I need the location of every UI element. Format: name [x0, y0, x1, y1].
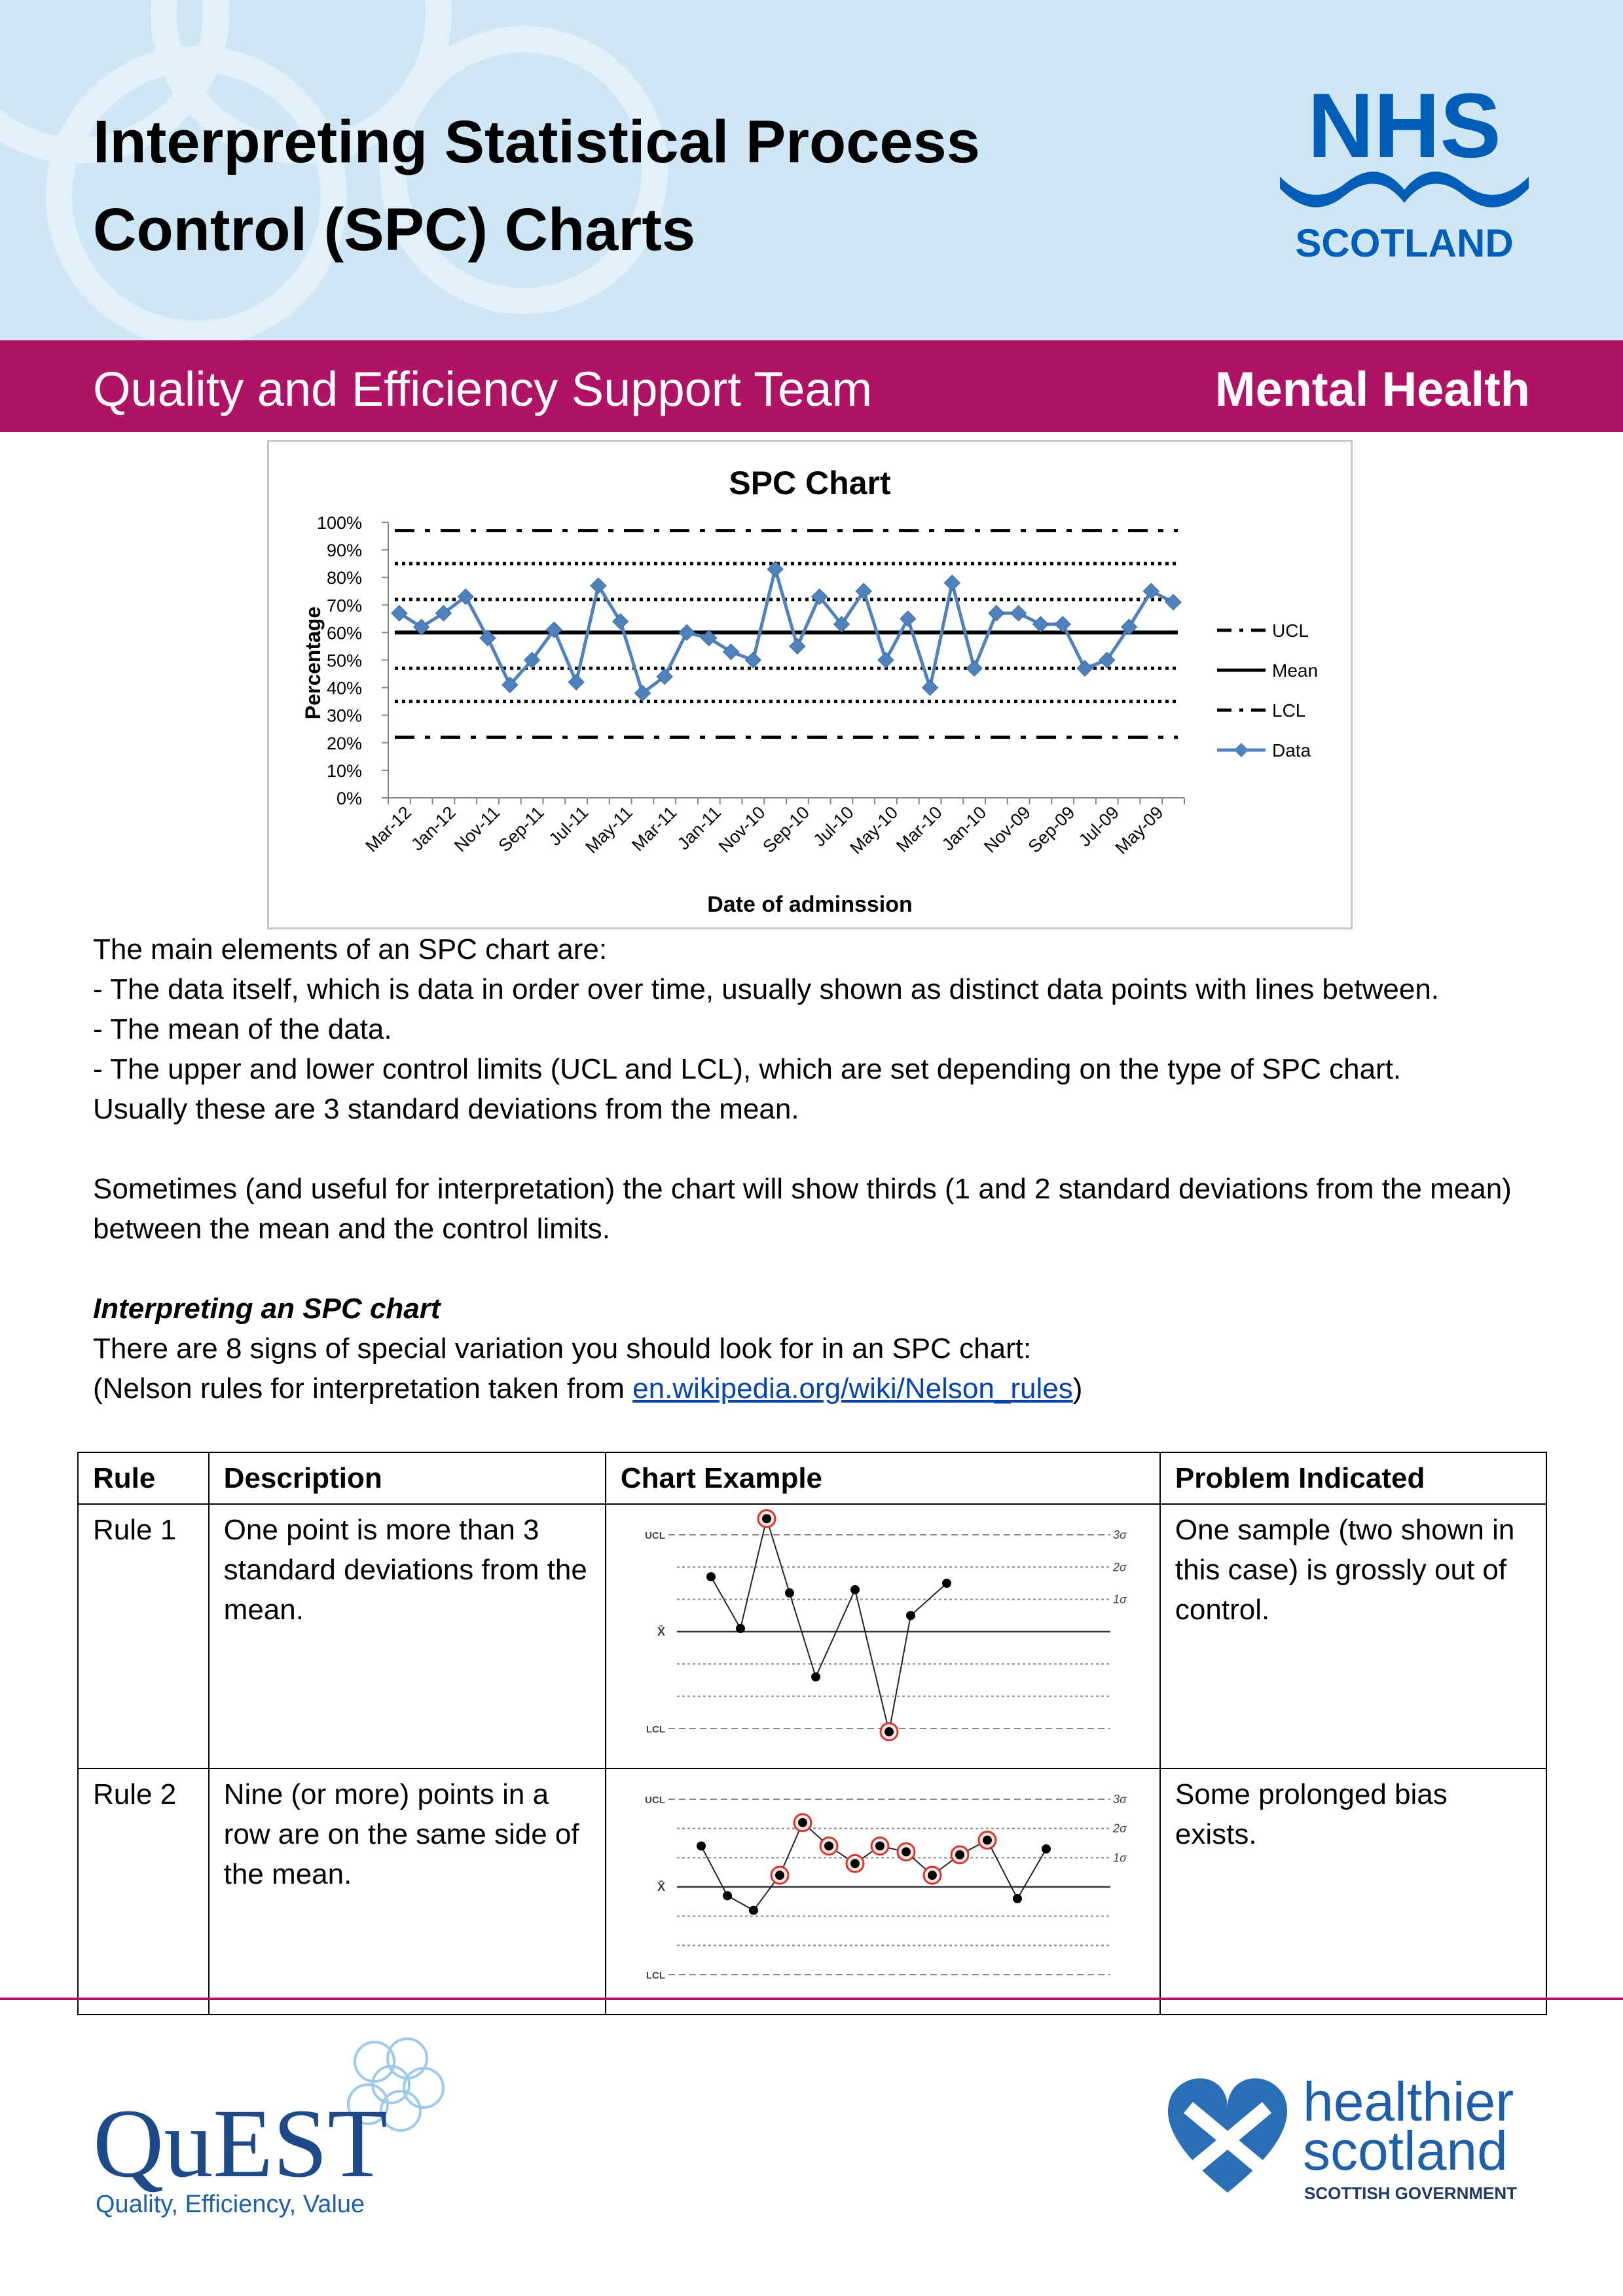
x-tick-label: Jan-11 [673, 802, 725, 854]
scottish-government-text: SCOTTISH GOVERNMENT [1304, 2183, 1518, 2203]
legend-marker [1234, 743, 1249, 757]
example-point [811, 1672, 820, 1681]
x-tick-label: Jul-10 [809, 802, 858, 851]
data-point [1077, 660, 1093, 676]
paragraph: The main elements of an SPC chart are: [93, 933, 608, 965]
example-point [1042, 1844, 1051, 1854]
y-tick-label: 20% [326, 733, 362, 753]
footer-divider [0, 1998, 1623, 2000]
x-tick-label: Jan-10 [938, 802, 991, 855]
table-row [78, 1504, 1546, 1768]
text-span: ) [1072, 1372, 1083, 1405]
chart-example-cell [606, 1504, 1160, 1768]
example-point [884, 1727, 894, 1736]
ucl-label: UCL [645, 1795, 665, 1806]
example-point [762, 1514, 771, 1523]
description-cell: Nine (or more) points in a row are on the same side of the mean. [209, 1768, 606, 2015]
quest-wordmark: QuEST [93, 2089, 388, 2198]
rule-1-example-chart [606, 1505, 1159, 1757]
sigma-2-label: 2σ [1112, 1560, 1127, 1574]
rule-cell: Rule 1 [78, 1504, 209, 1768]
column-header: Description [209, 1452, 606, 1504]
x-tick-label: May-10 [846, 802, 902, 858]
data-point [989, 605, 1004, 621]
example-point [983, 1836, 992, 1845]
y-tick-label: 0% [336, 789, 362, 808]
x-tick-label: Mar-10 [892, 802, 946, 856]
x-tick-label: Sep-10 [759, 802, 814, 857]
x-tick-label: Jul-09 [1074, 802, 1123, 851]
spc-chart [269, 442, 1351, 927]
wave-icon [1280, 171, 1529, 207]
example-point [955, 1850, 964, 1859]
example-point [850, 1859, 860, 1868]
example-point [697, 1841, 706, 1850]
rules-table [77, 1452, 1547, 2015]
example-point [1013, 1894, 1022, 1903]
data-point [1032, 617, 1048, 632]
data-point [1055, 617, 1070, 632]
section-name: Mental Health [1214, 362, 1530, 416]
title-line-2: Control (SPC) Charts [93, 196, 695, 263]
quest-tagline: Quality, Efficiency, Value [96, 2191, 365, 2218]
nelson-rules-link[interactable]: en.wikipedia.org/wiki/Nelson_rules [632, 1372, 1073, 1405]
scotland-logo-text: SCOTLAND [1295, 221, 1514, 265]
paragraph: There are 8 signs of special variation you should look for in an SPC chart: [93, 1333, 1032, 1365]
legend-label: Mean [1272, 660, 1319, 681]
example-point [798, 1818, 807, 1827]
y-tick-label: 80% [326, 568, 362, 588]
mean-label: X̄ [657, 1880, 665, 1893]
data-point [392, 605, 407, 621]
scotland-text: scotland [1303, 2120, 1508, 2181]
text-span: (Nelson rules for interpretation taken from [93, 1372, 633, 1405]
y-tick-label: 40% [326, 678, 362, 698]
sigma-3-label: 3σ [1112, 1793, 1127, 1806]
data-point [1143, 583, 1159, 599]
quest-logo [93, 2022, 460, 2219]
data-point [966, 660, 982, 676]
header-banner [0, 0, 1623, 340]
example-point [775, 1871, 784, 1880]
data-point [1011, 605, 1027, 621]
x-axis-label: Date of adminssion [707, 892, 913, 917]
data-point [878, 653, 894, 668]
table-row [78, 1768, 1546, 2015]
y-tick-label: 90% [326, 541, 362, 561]
x-tick-label: Nov-09 [980, 802, 1034, 857]
x-tick-label: Sep-11 [494, 802, 548, 856]
nhs-logo-text: NHS [1307, 85, 1501, 177]
example-point [902, 1847, 911, 1856]
example-point [928, 1871, 937, 1880]
sigma-3-label: 3σ [1112, 1528, 1127, 1541]
chart-example-cell [606, 1768, 1160, 2015]
table-header-row [78, 1452, 1546, 1504]
paragraph: Usually these are 3 standard deviations from the mean. [93, 1093, 799, 1125]
paragraph [93, 1369, 1546, 1408]
y-tick-label: 60% [326, 623, 362, 643]
team-name: Quality and Efficiency Support Team [93, 362, 873, 416]
rule-2-example-chart [606, 1769, 1159, 2003]
legend-label: LCL [1272, 700, 1306, 721]
y-tick-label: 10% [326, 761, 362, 781]
lcl-label: LCL [646, 1970, 665, 1981]
healthier-scotland-logo [1159, 2068, 1539, 2212]
column-header: Problem Indicated [1160, 1452, 1546, 1504]
paragraph: Sometimes (and useful for interpretation) the chart will show thirds (1 and 2 standard deviations from the mean) between the mean and the control limits. [93, 1173, 1512, 1245]
y-tick-label: 100% [316, 513, 362, 533]
example-point [824, 1841, 833, 1850]
lcl-label: LCL [646, 1724, 665, 1735]
sigma-1-label: 1σ [1112, 1592, 1127, 1606]
data-point [723, 644, 739, 660]
example-series-line [711, 1518, 947, 1732]
example-point [706, 1572, 716, 1581]
data-point [745, 653, 761, 668]
x-tick-label: Nov-10 [714, 802, 769, 857]
x-tick-label: May-09 [1111, 802, 1167, 858]
problem-cell: Some prolonged bias exists. [1160, 1768, 1546, 2015]
paragraph: - The upper and lower control limits (UCL and LCL), which are set depending on the type of SPC chart. [93, 1053, 1402, 1085]
paragraph: - The mean of the data. [93, 1013, 392, 1045]
nhs-scotland-logo [1273, 85, 1535, 275]
legend-label: UCL [1272, 620, 1309, 641]
mean-label: X̄ [657, 1625, 665, 1638]
x-tick-label: Jul-11 [545, 802, 593, 850]
x-tick-label: Mar-11 [628, 802, 681, 855]
page-title [93, 98, 980, 274]
example-point [785, 1588, 794, 1598]
description-cell: One point is more than 3 standard deviations from the mean. [209, 1504, 606, 1768]
x-tick-label: Jan-12 [407, 802, 460, 855]
data-point [568, 674, 584, 690]
legend-label: Data [1272, 740, 1311, 761]
y-tick-label: 50% [326, 651, 362, 671]
section-band [0, 340, 1623, 432]
body-text [93, 929, 1546, 1408]
column-header: Chart Example [606, 1452, 1160, 1504]
x-tick-label: Sep-09 [1024, 802, 1079, 857]
x-tick-label: Mar-12 [361, 802, 416, 856]
data-point [613, 614, 629, 630]
rule-cell: Rule 2 [78, 1768, 209, 2015]
data-point [922, 680, 938, 696]
data-point [790, 638, 805, 654]
data-point [591, 578, 606, 594]
data-point [944, 575, 960, 591]
chart-title: SPC Chart [729, 465, 891, 501]
x-tick-label: May-11 [581, 802, 636, 857]
example-point [723, 1891, 732, 1900]
example-point [906, 1611, 915, 1620]
data-point [679, 624, 695, 640]
data-point [1165, 594, 1181, 610]
y-tick-label: 70% [326, 596, 362, 616]
y-axis-label: Percentage [301, 606, 325, 720]
sigma-1-label: 1σ [1112, 1851, 1127, 1865]
x-tick-label: Nov-11 [450, 802, 504, 856]
example-point [749, 1906, 758, 1915]
spc-chart-box [267, 440, 1353, 929]
ucl-label: UCL [645, 1530, 665, 1541]
data-point [900, 611, 916, 626]
example-point [875, 1841, 884, 1850]
sigma-2-label: 2σ [1112, 1821, 1127, 1835]
healthier-text: healthier [1303, 2071, 1514, 2132]
problem-cell: One sample (two shown in this case) is grossly out of control. [1160, 1504, 1546, 1768]
title-line-1: Interpreting Statistical Process [93, 109, 980, 175]
example-point [850, 1585, 860, 1594]
column-header: Rule [78, 1452, 209, 1504]
example-point [736, 1624, 745, 1633]
paragraph: - The data itself, which is data in order over time, usually shown as distinct data points with lines between. [93, 973, 1440, 1005]
example-point [942, 1579, 951, 1588]
section-subheading: Interpreting an SPC chart [93, 1293, 441, 1325]
y-tick-label: 30% [326, 706, 362, 726]
